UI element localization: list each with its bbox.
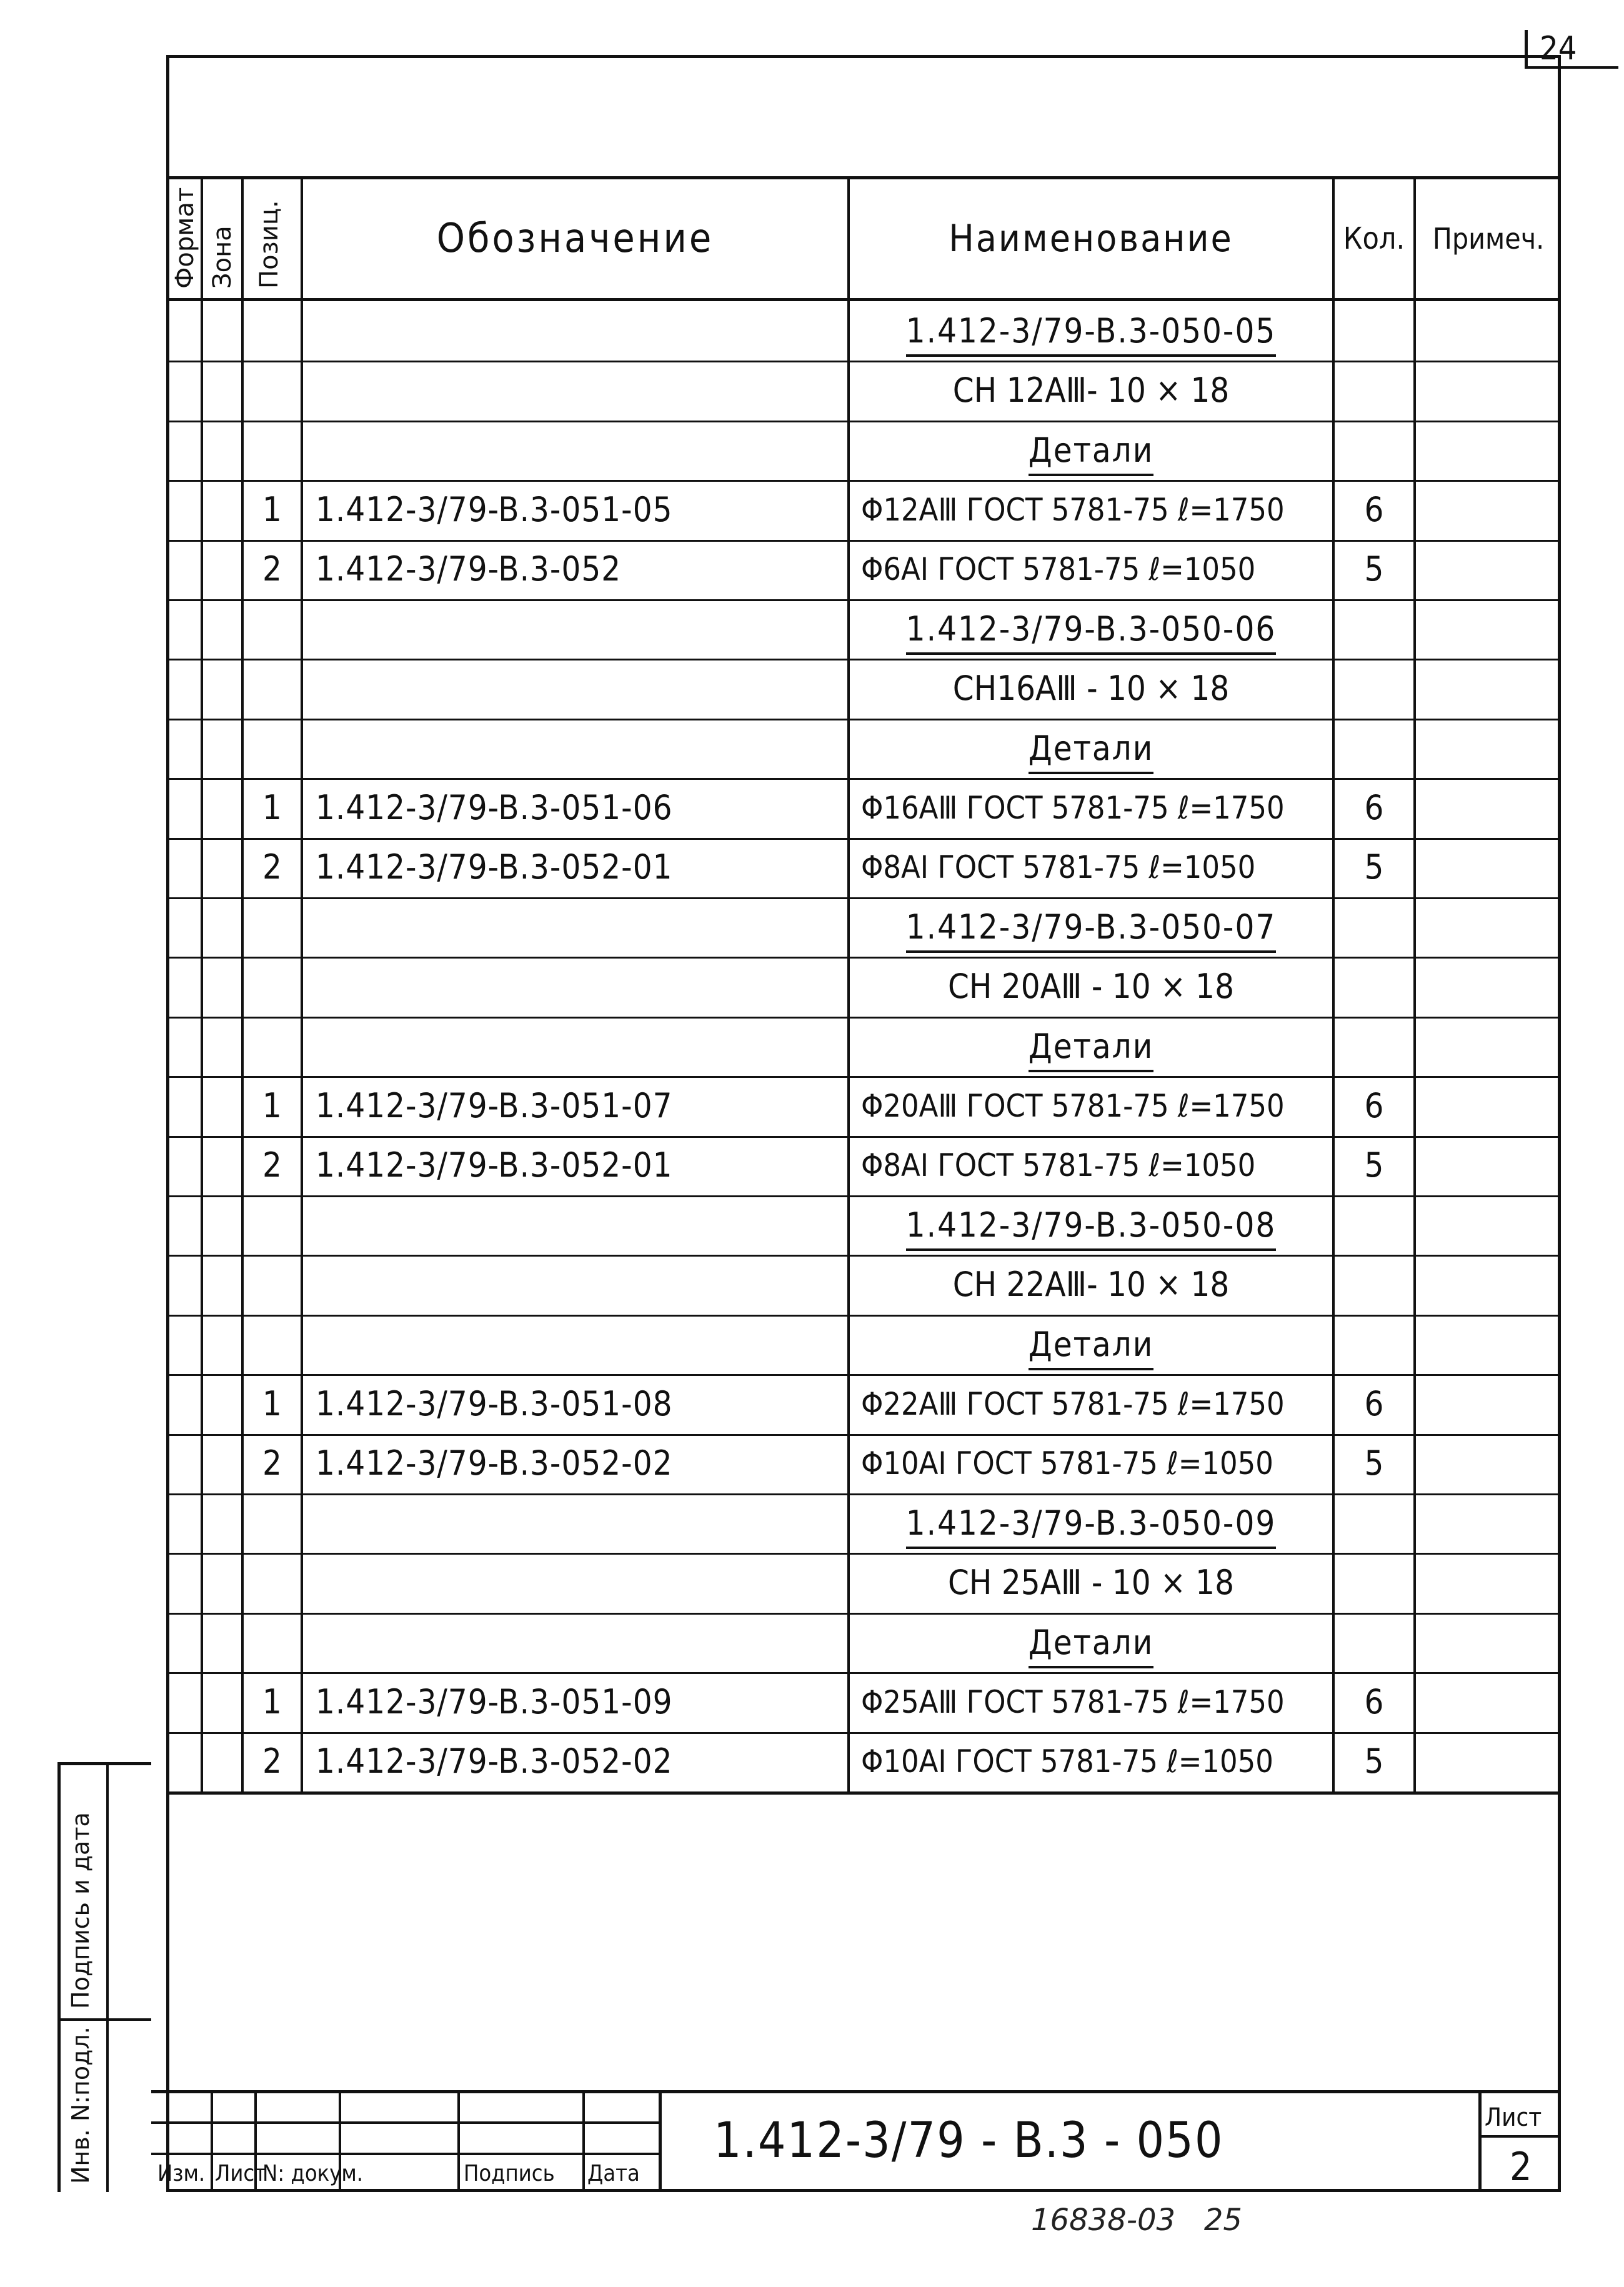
header-position: Позиц.	[255, 200, 284, 289]
specification-table	[166, 176, 1561, 1795]
title-sheet-header: Лист	[1485, 2103, 1542, 2132]
row-divider	[166, 480, 1561, 482]
row-pos: 1	[262, 1682, 282, 1721]
row-name-heading	[850, 907, 1332, 947]
row-name: Φ25AⅢ ГОСТ 5781-75 ℓ=1750	[861, 1684, 1285, 1720]
row-designation: 1.412-3/79-B.3-052	[316, 549, 622, 589]
row-name: CH 25AⅢ - 10 × 18	[948, 1563, 1234, 1602]
row-divider	[166, 897, 1561, 899]
row-pos: 1	[262, 490, 282, 529]
row-divider	[166, 838, 1561, 840]
row-designation: 1.412-3/79-B.3-052-01	[316, 1145, 673, 1185]
row-divider	[166, 957, 1561, 959]
side-stamp-inventory-original: Инв. N:подл.	[67, 2026, 94, 2184]
title-change-label: Изм.	[157, 2161, 206, 2186]
side-stamp	[57, 1762, 151, 2192]
row-name-heading	[850, 1503, 1332, 1543]
row-name: Детали	[1029, 1027, 1154, 1072]
row-name: Φ10AI ГОСТ 5781-75 ℓ=1050	[861, 1743, 1273, 1780]
row-divider	[166, 599, 1561, 601]
row-divider	[166, 540, 1561, 542]
row-name: 1.412-3/79-B.3-050-09	[906, 1503, 1277, 1549]
row-pos: 2	[262, 549, 282, 589]
row-divider	[166, 361, 1561, 362]
row-pos: 1	[262, 788, 282, 827]
row-divider	[166, 1195, 1561, 1197]
row-divider	[166, 1732, 1561, 1734]
row-name: CH 20AⅢ - 10 × 18	[948, 967, 1234, 1006]
row-name: Φ12AⅢ ГОСТ 5781-75 ℓ=1750	[861, 492, 1285, 528]
row-designation: 1.412-3/79-B.3-051-08	[316, 1384, 673, 1423]
row-pos: 2	[262, 1741, 282, 1781]
row-divider	[166, 421, 1561, 422]
row-name: Детали	[1029, 1623, 1154, 1668]
footer-note: 16838-03 25	[1031, 2203, 1242, 2238]
row-pos: 1	[262, 1086, 282, 1125]
row-divider	[166, 659, 1561, 660]
row-qty: 5	[1364, 549, 1384, 589]
title-block	[151, 2090, 1561, 2192]
row-divider	[166, 1791, 1561, 1793]
row-divider	[166, 1613, 1561, 1615]
row-name-heading	[850, 609, 1332, 649]
header-name: Наименование	[949, 217, 1233, 261]
row-divider	[166, 1076, 1561, 1078]
row-name: 1.412-3/79-B.3-050-05	[906, 311, 1277, 357]
row-name: Детали	[1029, 1325, 1154, 1370]
row-pos: 2	[262, 1145, 282, 1185]
row-pos: 2	[262, 1443, 282, 1483]
row-name: Φ8AI ГОСТ 5781-75 ℓ=1050	[861, 1147, 1256, 1183]
side-stamp-signature-date: Подпись и дата	[67, 1812, 94, 2009]
row-qty: 6	[1364, 1384, 1384, 1423]
row-divider	[166, 1136, 1561, 1138]
row-name: Φ10AI ГОСТ 5781-75 ℓ=1050	[861, 1445, 1273, 1482]
row-name: CH 22AⅢ- 10 × 18	[952, 1265, 1230, 1304]
row-divider	[166, 1672, 1561, 1674]
row-qty: 6	[1364, 1086, 1384, 1125]
row-name-heading	[850, 431, 1332, 470]
row-name: Φ22AⅢ ГОСТ 5781-75 ℓ=1750	[861, 1386, 1285, 1422]
title-signature-label: Подпись	[464, 2161, 555, 2186]
title-date-label: Дата	[587, 2161, 640, 2186]
row-designation: 1.412-3/79-B.3-052-02	[316, 1443, 673, 1483]
row-name-heading	[850, 1205, 1332, 1245]
row-name: CH 12AⅢ- 10 × 18	[952, 371, 1230, 410]
row-name-heading	[850, 1623, 1332, 1662]
title-designation: 1.412-3/79 - B.3 - 050	[714, 2113, 1224, 2169]
row-name: 1.412-3/79-B.3-050-08	[906, 1205, 1277, 1251]
row-divider	[166, 1374, 1561, 1376]
row-designation: 1.412-3/79-B.3-051-05	[316, 490, 673, 529]
row-name: CH16AⅢ - 10 × 18	[952, 669, 1230, 708]
row-name: 1.412-3/79-B.3-050-07	[906, 907, 1277, 953]
row-qty: 5	[1364, 1741, 1384, 1781]
row-qty: 5	[1364, 1443, 1384, 1483]
row-name-heading	[850, 1325, 1332, 1364]
row-name-heading	[850, 311, 1332, 351]
page-number-top: 24	[1525, 30, 1618, 67]
row-name: Детали	[1029, 729, 1154, 774]
row-qty: 6	[1364, 490, 1384, 529]
row-pos: 2	[262, 847, 282, 887]
row-name: 1.412-3/79-B.3-050-06	[906, 609, 1277, 655]
row-name: Φ16AⅢ ГОСТ 5781-75 ℓ=1750	[861, 790, 1285, 826]
row-divider	[166, 1493, 1561, 1495]
row-designation: 1.412-3/79-B.3-051-06	[316, 788, 673, 827]
row-divider	[166, 1255, 1561, 1257]
row-name: Φ6AI ГОСТ 5781-75 ℓ=1050	[861, 551, 1256, 587]
row-divider	[166, 778, 1561, 780]
row-divider	[166, 1553, 1561, 1555]
row-designation: 1.412-3/79-B.3-052-02	[316, 1741, 673, 1781]
row-designation: 1.412-3/79-B.3-051-09	[316, 1682, 673, 1721]
title-sheet-label: Лист	[215, 2161, 267, 2186]
row-divider	[166, 1315, 1561, 1317]
row-qty: 6	[1364, 788, 1384, 827]
row-name-heading	[850, 1027, 1332, 1066]
header-note: Примеч.	[1432, 222, 1545, 256]
title-docno-label: N: докум.	[262, 2161, 364, 2186]
row-divider	[166, 1017, 1561, 1019]
row-pos: 1	[262, 1384, 282, 1423]
row-designation: 1.412-3/79-B.3-052-01	[316, 847, 673, 887]
row-name: Детали	[1029, 431, 1154, 476]
header-quantity: Кол.	[1343, 221, 1405, 256]
row-name-heading	[850, 729, 1332, 768]
row-name: Φ8AI ГОСТ 5781-75 ℓ=1050	[861, 849, 1256, 885]
row-qty: 6	[1364, 1682, 1384, 1721]
row-qty: 5	[1364, 1145, 1384, 1185]
row-divider	[166, 1434, 1561, 1436]
row-qty: 5	[1364, 847, 1384, 887]
title-sheet-number: 2	[1510, 2144, 1532, 2190]
row-name: Φ20AⅢ ГОСТ 5781-75 ℓ=1750	[861, 1088, 1285, 1124]
header-format: Формат	[171, 187, 199, 289]
header-designation: Обозначение	[436, 216, 714, 262]
row-divider	[166, 719, 1561, 720]
row-designation: 1.412-3/79-B.3-051-07	[316, 1086, 673, 1125]
header-zone: Зона	[208, 226, 237, 289]
